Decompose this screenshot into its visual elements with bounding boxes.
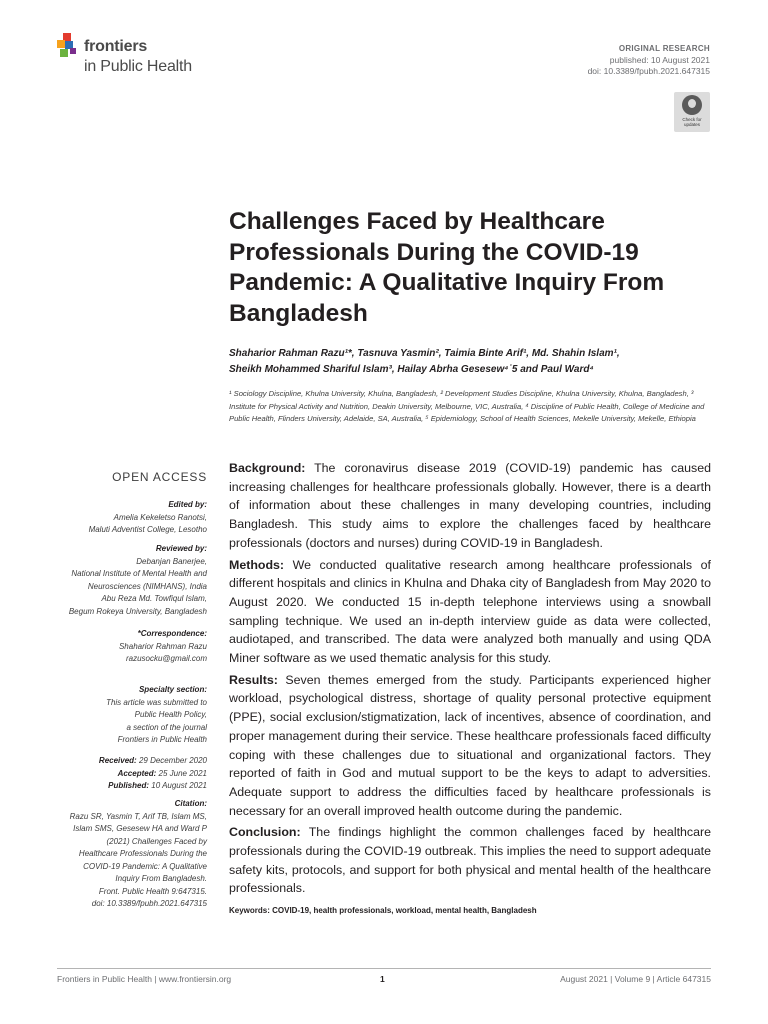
author-line: Sheikh Mohammed Shariful Islam³, Hailay Abrha Gesesew⁴˙5 and Paul Ward⁴	[229, 364, 594, 375]
specialty-line: This article was submitted to	[106, 697, 207, 707]
abstract	[229, 459, 711, 901]
specialty-section-block	[106, 684, 207, 747]
editor-line: Maluti Adventist College, Lesotho	[88, 525, 207, 534]
article-type: ORIGINAL RESEARCH	[618, 44, 710, 53]
abstract-conclusion	[229, 823, 711, 898]
methods-text: We conducted qualitative research among healthcare professionals of different hospitals and clinics in Khulna and Dhaka city of Bangladesh from May 2020 to August 2020. We conducted 15 in-depth telephone interviews using a snowball sampling technique. We used an in-depth interview guide as data were collected, audiotaped, and transcribed. The data were analyzed both manually and using QDA Miner software as we used thematic analysis for this study.	[229, 557, 711, 666]
accepted-date: 25 June 2021	[158, 768, 207, 778]
published-label: Published:	[108, 781, 150, 790]
doi[interactable]: doi: 10.3389/fpubh.2021.647315	[587, 66, 710, 76]
results-heading: Results:	[229, 672, 278, 687]
citation-line: Healthcare Professionals During the	[78, 849, 207, 858]
check-updates-icon	[682, 95, 702, 115]
correspondence-name: Shaharior Rahman Razu	[118, 641, 207, 651]
article-title: Challenges Faced by Healthcare Professionals During the COVID-19 Pandemic: A Qualitative Inquiry From Bangladesh	[229, 208, 665, 327]
conclusion-heading: Conclusion:	[229, 825, 301, 840]
keywords: Keywords: COVID-19, health professionals, workload, mental health, Bangladesh	[229, 906, 537, 915]
check-for-updates-badge[interactable]	[674, 92, 710, 132]
citation-line: Islam SMS, Gesesew HA and Ward P	[73, 824, 207, 833]
editor-line: Amelia Kekeletso Ranotsi,	[113, 512, 207, 522]
affiliations: ¹ Sociology Discipline, Khulna University, Khulna, Bangladesh, ² Development Studies Discipline, Khulna University, Khulna, Bangladesh, ³ Institute for Physical Activity and Nutrition, Deakin University, Melbourne, VIC, Australia, ⁴ Discipline of Public Health, College of Medicine and Public Health, Flinders University, Adelaide, SA, Australia, ⁵ Epidemiology, School of Health Sciences, Mekelle University, Mekelle, Ethiopia	[229, 389, 705, 424]
citation-line: COVID-19 Pandemic: A Qualitative	[83, 861, 207, 871]
check-updates-label: Check for updates	[682, 117, 702, 127]
reviewer-line: Begum Rokeya University, Bangladesh	[68, 606, 207, 616]
edited-by-block	[89, 499, 207, 537]
edited-by-label: Edited by:	[168, 500, 207, 509]
page-number: 1	[380, 974, 385, 984]
reviewed-by-label: Reviewed by:	[155, 544, 207, 553]
citation-line: Inquiry From Bangladesh.	[115, 874, 207, 883]
author-list	[229, 346, 719, 378]
correspondence-label: *Correspondence:	[137, 629, 207, 638]
reviewer-line: National Institute of Mental Health and	[71, 569, 207, 578]
accepted-label: Accepted:	[117, 768, 157, 778]
results-text: Seven themes emerged from the study. Participants experienced higher workload, psychological distress, shortage of quality personal protective equipment (PPE), social exclusion/stigmatization, lack of incentives, absence of coordination, and proper management during their service. These healthcare professionals faced difficulty coping with these challenges due to situational and organizational factors. They reported of faith in God and mutual support to be the keys to adapt to adversities. Adequate support to address the difficulties faced by healthcare professionals is necessary for an overall improved health outcome during the pandemic.	[229, 672, 711, 818]
received-date: 29 December 2020	[138, 756, 207, 765]
dates-block	[99, 755, 207, 793]
received-label: Received:	[98, 756, 137, 765]
author-line: Shaharior Rahman Razu¹*, Tasnuva Yasmin², Taimia Binte Arif¹, Md. Shahin Islam¹,	[229, 348, 620, 359]
abstract-background	[229, 459, 711, 553]
reviewer-line: Neurosciences (NIMHANS), India	[87, 581, 207, 591]
reviewer-line: Debanjan Banerjee,	[136, 556, 207, 566]
conclusion-text: The findings highlight the common challenges faced by healthcare professionals during the COVID-19 outbreak. This implies the need to support adequate safety kits, protocols, and support for both physical and mental health of the healthcare professionals.	[229, 825, 712, 896]
published-date: published: 10 August 2021	[609, 55, 710, 65]
reviewed-by-block	[69, 543, 207, 618]
citation-line: Razu SR, Yasmin T, Arif TB, Islam MS,	[69, 811, 207, 821]
footer-issue-info: August 2021 | Volume 9 | Article 647315	[560, 974, 711, 984]
footer-divider	[57, 968, 711, 969]
journal-subtitle: in Public Health	[84, 58, 192, 75]
citation-line: Front. Public Health 9:647315.	[98, 886, 207, 896]
open-access-label: OPEN ACCESS	[112, 470, 207, 484]
citation-block	[70, 798, 207, 911]
citation-line: (2021) Challenges Faced by	[106, 836, 207, 846]
correspondence-block	[119, 628, 207, 666]
citation-line: doi: 10.3389/fpubh.2021.647315	[91, 899, 207, 908]
reviewer-line: Abu Reza Md. Towfiqul Islam,	[101, 594, 207, 603]
journal-brand: frontiers	[84, 38, 148, 55]
published-date-sidebar: 10 August 2021	[151, 781, 207, 790]
specialty-line: Frontiers in Public Health	[117, 735, 207, 744]
specialty-label: Specialty section:	[138, 685, 207, 694]
specialty-line: Public Health Policy,	[134, 710, 207, 719]
background-text: The coronavirus disease 2019 (COVID-19) pandemic has caused increasing challenges for healthcare professionals globally. However, there is a dearth of information about these challenges in many developing countries, including Bangladesh. This study aims to explore the challenges faced by healthcare professionals (doctors and nurses) during COVID-19 in Bangladesh.	[229, 461, 712, 550]
footer-journal-link[interactable]: Frontiers in Public Health | www.frontiersin.org	[57, 974, 232, 984]
abstract-methods	[229, 556, 711, 668]
abstract-results	[229, 671, 711, 821]
citation-label: Citation:	[174, 799, 207, 808]
correspondence-email[interactable]: razusocku@gmail.com	[125, 654, 207, 663]
methods-heading: Methods:	[229, 557, 285, 572]
background-heading: Background:	[229, 461, 306, 475]
specialty-line: a section of the journal	[126, 722, 207, 732]
frontiers-logo-icon	[57, 33, 83, 63]
